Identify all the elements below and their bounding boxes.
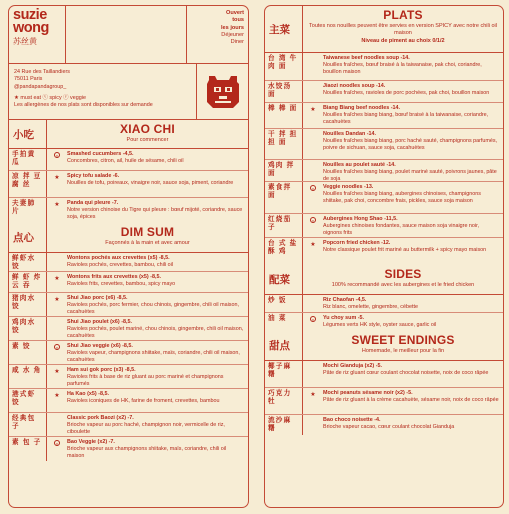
star-icon: ★ xyxy=(310,392,316,398)
tiger-icon xyxy=(196,64,248,119)
item-description: Notre classique poulet frit mariné au buttermilk + spicy mayo maison xyxy=(323,247,487,254)
item-name: Smashed cucumbers -4,5. xyxy=(67,151,134,157)
no-mark xyxy=(47,317,67,340)
star-icon: ★ xyxy=(54,393,60,399)
item-name: Wontons frits aux crevettes (x5) -8,5. xyxy=(67,274,161,280)
left-sections xyxy=(9,120,248,461)
item-description: Légumes verts HK style, oyster sauce, garlic oil xyxy=(323,322,437,329)
section-chinese-title: 甜点 xyxy=(265,331,303,360)
brand-logo xyxy=(9,6,66,63)
item-description: Aubergines chinoises fondantes, sauce maison soja vinaigre noir, oignons frits xyxy=(323,223,480,237)
veggie-icon: v xyxy=(56,153,58,158)
item-name: Ha Kao (x5) -8,5. xyxy=(67,391,109,397)
item-description: Nouilles fraîches biang biang, bœuf braisé à la taiwanaise, coriandre, cacahuètes xyxy=(323,112,489,126)
no-mark xyxy=(303,160,323,181)
no-mark xyxy=(303,81,323,102)
right-sections xyxy=(265,6,503,435)
no-mark xyxy=(303,295,323,312)
section-header xyxy=(265,331,503,361)
item-name: Taiwanese beef noodles soup -14. xyxy=(323,55,410,61)
section-subtitle: Façonnés à la main et avec amour xyxy=(105,240,190,246)
section-subtitle: Homemade, le meilleur pour la fin xyxy=(361,348,445,354)
item-description: Ravioles pochés, crevettes, bambou, chili oil xyxy=(67,262,174,269)
star-icon: ★ xyxy=(54,297,60,303)
item-description: Concombres, citron, ail, huile de sésame, chili oil xyxy=(67,158,184,165)
address-city: 75011 Paris xyxy=(14,76,43,83)
menu-header xyxy=(9,6,248,64)
item-description: Riz blanc, omelette, gingembre, cébette xyxy=(323,304,418,311)
menu-item-list xyxy=(265,295,503,331)
item-description: Nouilles fraîches, bœuf braisé à la taiwanaise, pak choi, coriandre, bouillon maison xyxy=(323,62,482,76)
menu-item xyxy=(265,295,503,313)
menu-item xyxy=(9,317,248,341)
star-icon: ★ xyxy=(310,242,316,248)
item-chinese-name: 凉 拌 豆 腐 丝 xyxy=(9,171,47,197)
no-mark xyxy=(303,53,323,80)
item-chinese-name: 鲜虾水饺 xyxy=(9,253,47,271)
item-chinese-name: 油 菜 xyxy=(265,313,303,331)
section-title: SIDES xyxy=(384,267,422,281)
star-icon: ★ xyxy=(54,369,60,375)
section-title: PLATS xyxy=(383,8,423,22)
item-name: Spicy tofu salade -6. xyxy=(67,173,120,179)
item-name: Shui Jiao veggie (x6) -8,5. xyxy=(67,343,133,349)
veggie-icon xyxy=(303,182,323,213)
section-subtitle: Pour commencer xyxy=(126,137,169,143)
item-chinese-name: 棒 棒 面 xyxy=(265,103,303,128)
menu-item xyxy=(9,389,248,413)
menu-item-list xyxy=(265,53,503,265)
item-description: Ravioles frits à base de riz gluant au porc mariné et champignons parfumés xyxy=(67,374,224,388)
section-title: SWEET ENDINGS xyxy=(351,333,455,347)
veggie-icon: v xyxy=(312,317,314,322)
item-description: Nouilles fraîches, ravioles de porc pochées, pak choi, bouillon maison xyxy=(323,90,490,97)
item-chinese-name: 鸡肉水饺 xyxy=(9,317,47,340)
brand-line2: wong xyxy=(13,20,49,37)
section-header xyxy=(265,265,503,295)
section-chinese-title: 小吃 xyxy=(9,120,47,148)
address-street: 24 Rue des Taillandiers xyxy=(14,69,70,75)
item-name: Shui Jiao poulet (x6) -8,5. xyxy=(67,319,132,325)
item-description: Brioche vapeur cacao, cœur coulant chocolat Gianduja xyxy=(323,424,455,431)
section-header xyxy=(9,223,248,253)
item-description: Nouilles fraîches biang biang, poulet mariné sauté, poivrons jaunes, pâte de soja xyxy=(323,169,497,183)
menu-item xyxy=(265,129,503,160)
item-chinese-name: 猪肉水饺 xyxy=(9,293,47,316)
menu-item xyxy=(9,149,248,171)
item-description: Nouilles de tofu, poireaux, vinaigre noir, sauce soja, piment, coriandre xyxy=(67,180,234,187)
item-chinese-name: 炒 饭 xyxy=(265,295,303,312)
menu-item xyxy=(265,103,503,129)
menu-item xyxy=(265,182,503,214)
veggie-icon: v xyxy=(56,441,58,446)
item-name: Bao choco noisette -4. xyxy=(323,417,381,423)
item-chinese-name: 干 拌 担 担 面 xyxy=(265,129,303,159)
item-chinese-name: 台 湾 牛 肉 面 xyxy=(265,53,303,80)
item-name: Mochi peanuts sésame noir (x2) -5. xyxy=(323,390,413,396)
menu-item xyxy=(9,253,248,272)
menu-item xyxy=(265,313,503,331)
star-icon: ★ xyxy=(310,107,316,113)
legend: ★ must eat ⓥ spicy ⓥ veggie xyxy=(14,94,86,101)
veggie-icon: v xyxy=(56,345,58,350)
section-title-block xyxy=(47,120,248,148)
item-description: Nouilles fraîches biang biang, porc haché sauté, champignons parfumés, poivre de sichuan, sauce soja, cacahuètes xyxy=(323,138,498,152)
menu-item-list xyxy=(265,361,503,435)
item-chinese-name: 经典包子 xyxy=(9,413,47,436)
menu-item-list xyxy=(9,149,248,223)
item-chinese-name: 鸡肉 拌面 xyxy=(265,160,303,181)
menu-item xyxy=(265,214,503,238)
item-chinese-name: 素食拌面 xyxy=(265,182,303,213)
section-title-block xyxy=(303,331,503,360)
no-mark xyxy=(47,253,67,271)
menu-item xyxy=(9,437,248,461)
no-mark xyxy=(47,413,67,436)
item-chinese-name: 素 包 子 xyxy=(9,437,47,461)
item-name: Panda qui pleure -7. xyxy=(67,200,119,206)
item-name: Jiaozi noodles soup -14. xyxy=(323,83,386,89)
veggie-icon: v xyxy=(312,186,314,191)
item-name: Veggie noodles -13. xyxy=(323,184,374,190)
item-description: Ravioles pochés, porc fermier, chou chinois, gingembre, chili oil maison, cacahuètes xyxy=(67,302,239,316)
allergen-note: Les allergènes de nos plats sont disponibles sur demande xyxy=(14,102,153,109)
item-chinese-name: 港式虾饺 xyxy=(9,389,47,412)
left-menu-panel xyxy=(8,5,249,508)
item-chinese-name: 红烧茄子 xyxy=(265,214,303,237)
item-chinese-name: 水饺汤面 xyxy=(265,81,303,102)
address-block xyxy=(9,64,248,120)
star-icon: ★ xyxy=(54,202,60,208)
item-name: Aubergines Hong Shao -11,5. xyxy=(323,216,398,222)
menu-item xyxy=(265,415,503,435)
item-chinese-name: 鲜 虾 炸 云 吞 xyxy=(9,272,47,292)
item-name: Shui Jiao porc (x6) -8,5. xyxy=(67,295,128,301)
item-description: Brioche vapeur aux champignons shiitake, maïs, coriandre, chili oil maison xyxy=(67,446,227,460)
item-name: Popcorn fried chicken -12. xyxy=(323,240,391,246)
section-subtitle: Toutes nos nouilles peuvent être servies en version SPICY avec notre chili oil maison xyxy=(309,23,497,36)
section-chinese-title: 点心 xyxy=(9,223,47,252)
section-title: DIM SUM xyxy=(120,225,175,239)
section-title-block xyxy=(47,223,248,252)
veggie-icon xyxy=(303,313,323,331)
veggie-icon xyxy=(47,437,67,461)
menu-item xyxy=(9,198,248,223)
veggie-icon xyxy=(47,149,67,170)
menu-item xyxy=(9,413,248,437)
item-name: Bao Veggie (x2) -7. xyxy=(67,439,115,445)
section-subtitle-2: Niveau de piment au choix 0/1/2 xyxy=(361,37,445,44)
star-icon: ★ xyxy=(54,276,60,282)
section-chinese-title: 配菜 xyxy=(265,265,303,294)
menu-item xyxy=(9,365,248,389)
section-title-block xyxy=(303,265,503,294)
item-name: Nouilles Dandan -14. xyxy=(323,131,377,137)
no-mark xyxy=(303,129,323,159)
item-name: Biang Biang beef noodles -14. xyxy=(323,105,400,111)
veggie-icon xyxy=(47,341,67,364)
item-chinese-name: 手拍黄瓜 xyxy=(9,149,47,170)
item-description: Brioche vapeur au porc haché, champignon noir, vermicelle de riz, ciboulette xyxy=(67,422,225,436)
section-header xyxy=(265,6,503,53)
section-header xyxy=(9,120,248,149)
menu-item xyxy=(9,341,248,365)
section-subtitle: 100% recommandé avec les aubergines et le fried chicken xyxy=(331,282,475,288)
brand-line1: suzie xyxy=(13,7,47,23)
item-description: Pâte de riz gluant cœur coulant chocolat noisette, noix de coco râpée xyxy=(323,370,489,377)
brand-chinese: 苏丝黄 xyxy=(13,36,37,46)
menu-item xyxy=(265,361,503,388)
right-menu-panel xyxy=(264,5,504,508)
menu-item xyxy=(265,388,503,415)
item-chinese-name: 咸 水 角 xyxy=(9,365,47,388)
item-chinese-name: 巧克力 牡 xyxy=(265,388,303,414)
item-name: Mochi Gianduja (x2) -5. xyxy=(323,363,383,369)
section-title-block xyxy=(303,6,503,52)
menu-item xyxy=(265,160,503,182)
item-chinese-name: 夫妻肺片 xyxy=(9,198,47,223)
item-name: Yu choy sum -5. xyxy=(323,315,365,321)
item-chinese-name: 椰子麻糬 xyxy=(265,361,303,387)
item-name: Riz Chaofan -4,5. xyxy=(323,297,367,303)
item-description: Nouilles fraîches biang biang, aubergines chinoises, champignons shiitake, pak choi, concombre frais, pickles, sauce soja maison xyxy=(323,191,481,205)
star-icon: ★ xyxy=(54,175,60,181)
item-name: Classic pork Baozi (x2) -7. xyxy=(67,415,134,421)
item-description: Ravioles iconiques de HK, farine de froment, crevettes, bambou xyxy=(67,398,220,405)
menu-item xyxy=(265,53,503,81)
item-chinese-name: 素 饺 xyxy=(9,341,47,364)
section-chinese-title: 主菜 xyxy=(265,6,303,52)
section-title: XIAO CHI xyxy=(120,122,175,136)
item-description: Ravioles pochés, poulet mariné, chou chinois, gingembre, chili oil maison, cacahuètes xyxy=(67,326,244,340)
social-handle: @pandapandagroup_ xyxy=(14,83,67,90)
item-description: Ravioles frits, crevettes, bambou, spicy mayo xyxy=(67,281,176,288)
item-chinese-name: 台 式 盐 酥 鸡 xyxy=(265,238,303,265)
menu-item-list xyxy=(9,253,248,461)
menu-item xyxy=(9,272,248,293)
veggie-icon xyxy=(303,214,323,237)
item-chinese-name: 流沙麻糬 xyxy=(265,415,303,435)
opening-hours: Ouvert tous les jours Déjeuner Diner xyxy=(186,6,248,63)
menu-item xyxy=(265,81,503,103)
veggie-icon: v xyxy=(312,218,314,223)
item-name: Nouilles au poulet sauté -14. xyxy=(323,162,396,168)
item-description: Pâte de riz gluant à la crème cacahuète, sésame noir, noix de coco râpée xyxy=(323,397,499,404)
item-description: Ravioles vapeur, champignons shiitake, maïs, coriandre, chili oil maison, cacahuètes xyxy=(67,350,240,364)
menu-item xyxy=(9,171,248,198)
no-mark xyxy=(303,361,323,387)
no-mark xyxy=(303,415,323,435)
menu-item xyxy=(265,238,503,265)
item-name: Ham sui gok porc (x3) -8,5. xyxy=(67,367,136,373)
menu-item xyxy=(9,293,248,317)
item-description: Notre version chinoise du Tigre qui pleure : bœuf mijoté, coriandre, sauce soja, épices xyxy=(67,207,243,221)
item-name: Wontons pochés aux crevettes (x5) -8,5. xyxy=(67,255,170,261)
